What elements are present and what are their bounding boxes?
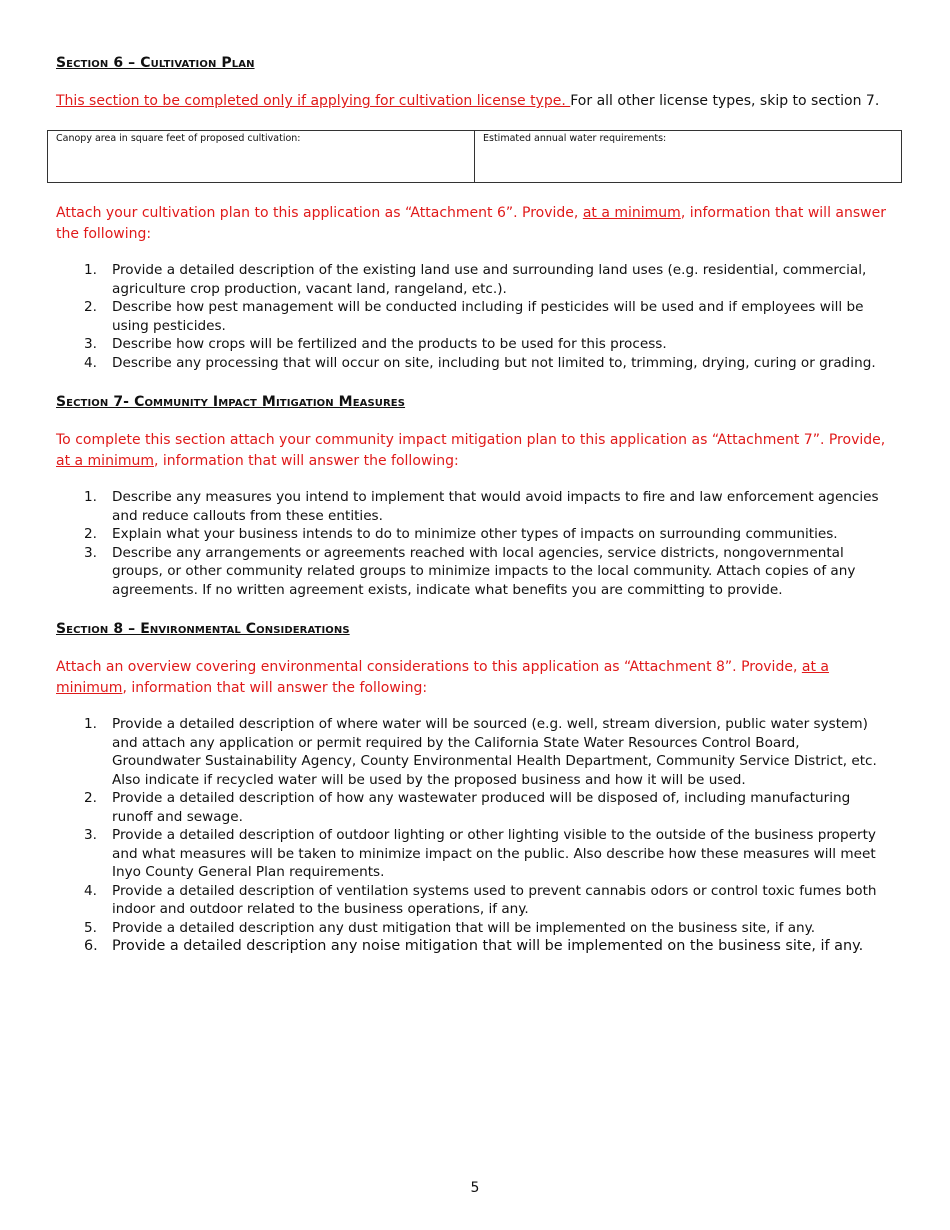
list-item: 6. Provide a detailed description any noise mitigation that will be implemented on the business site, if any.	[84, 938, 864, 954]
notice-black-text: For all other license types, skip to section 7.	[570, 93, 880, 109]
intro-text-end: , information that will answer the following:	[122, 680, 428, 696]
section-6-list	[56, 261, 886, 372]
intro-underline: at a minimum	[56, 453, 154, 469]
page-number: 5	[470, 1180, 480, 1196]
section-7-list	[56, 488, 886, 599]
section-8-heading: Section 8 – Environmental Considerations	[56, 621, 350, 637]
intro-text: To complete this section attach your community impact mitigation plan to this application as “Attachment 7”. Provide,	[56, 432, 886, 448]
section-6-intro	[56, 203, 886, 245]
list-item: 1. Provide a detailed description of the existing land use and surrounding land uses (e.g. residential, commercial, agriculture crop production, vacant land, rangeland, etc.).	[84, 262, 867, 297]
list-item: 2. Provide a detailed description of how any wastewater produced will be disposed of, including manufacturing runoff and sewage.	[84, 790, 851, 825]
intro-underline: at a minimum	[56, 659, 829, 696]
section-6-notice	[56, 91, 886, 112]
intro-underline: at a minimum	[582, 205, 681, 221]
section-8-list	[56, 715, 886, 956]
list-item: 3. Describe how crops will be fertilized and the products to be used for this process.	[84, 336, 667, 352]
intro-text-end: , information that will answer the following:	[56, 205, 886, 242]
intro-text: Attach your cultivation plan to this application as “Attachment 6”. Provide,	[56, 205, 583, 221]
cultivation-fields-table	[47, 130, 902, 183]
section-7-heading: Section 7- Community Impact Mitigation Measures	[56, 394, 406, 410]
list-item: 4. Describe any processing that will occur on site, including but not limited to, trimming, drying, curing or grading.	[84, 354, 876, 371]
list-item: 2. Explain what your business intends to do to minimize other types of impacts on surrounding communities.	[84, 526, 838, 542]
list-item: 4. Provide a detailed description of ventilation systems used to prevent cannabis odors or control toxic fumes both indoor and outdoor related to the business operations, if any.	[84, 882, 877, 917]
water-requirements-label: Estimated annual water requirements:	[483, 133, 667, 144]
document-page	[56, 55, 886, 956]
list-item: 3. Describe any arrangements or agreements reached with local agencies, service districts, nongovernmental groups, or other community related groups to minimize impacts to the local community. Attach copies of any agreements. If no written agreement exists, indicate what benefits you are committing to provide.	[84, 544, 856, 598]
intro-text-end: , information that will answer the following:	[154, 453, 459, 469]
notice-red-text: This section to be completed only if applying for cultivation license type.	[56, 93, 571, 109]
list-item: 1. Provide a detailed description of where water will be sourced (e.g. well, stream diversion, public water system) and attach any application or permit required by the California State Water Resources Control Board, Groundwater Sustainability Agency, County Environmental Health Department, Community Service District, etc. Also indicate if recycled water will be used by the proposed business and how it will be used.	[84, 716, 877, 788]
list-item: 5. Provide a detailed description any dust mitigation that will be implemented on the business site, if any.	[84, 919, 816, 936]
section-6-heading: Section 6 – Cultivation Plan	[56, 55, 255, 71]
water-requirements-field[interactable]	[475, 131, 902, 183]
intro-text: Attach an overview covering environmental considerations to this application as “Attachment 8”. Provide,	[56, 659, 802, 675]
canopy-area-field[interactable]	[48, 131, 475, 183]
list-item: 2. Describe how pest management will be conducted including if pesticides will be used and if employees will be using pesticides.	[84, 299, 864, 334]
list-item: 3. Provide a detailed description of outdoor lighting or other lighting visible to the outside of the business property and what measures will be taken to minimize impact on the public. Also describe how these measures will meet Inyo County General Plan requirements.	[84, 827, 876, 880]
list-item: 1. Describe any measures you intend to implement that would avoid impacts to fire and law enforcement agencies and reduce callouts from these entities.	[84, 489, 879, 524]
section-7-intro	[56, 430, 886, 472]
section-8-intro	[56, 657, 886, 699]
canopy-area-label: Canopy area in square feet of proposed cultivation:	[56, 133, 301, 144]
